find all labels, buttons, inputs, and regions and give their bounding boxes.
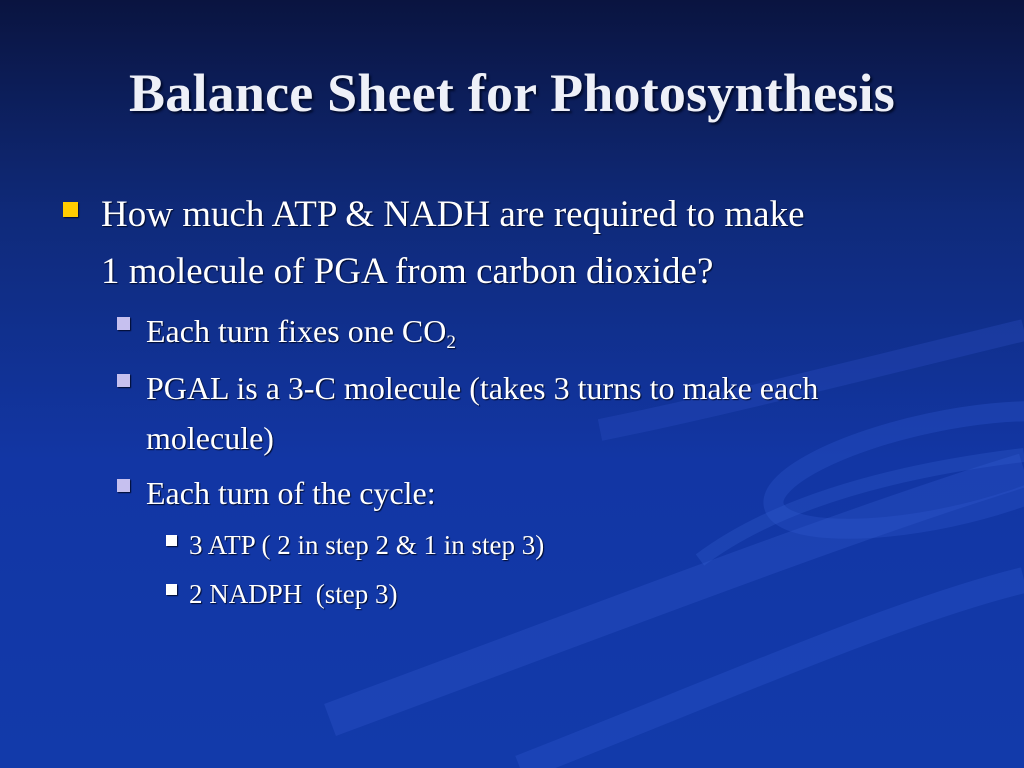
square-bullet-icon [166, 535, 177, 546]
square-bullet-icon [117, 374, 130, 387]
co2-subscript: 2 [446, 332, 456, 353]
sub-bullet-fixes-co2 [146, 306, 996, 356]
square-bullet-icon [117, 479, 130, 492]
sub-sub-bullet-atp [189, 525, 989, 565]
sub-bullet-each-turn [146, 468, 996, 518]
square-bullet-icon [63, 202, 78, 217]
bullet-question [101, 186, 1001, 300]
sub-bullet-each-turn-text: Each turn of the cycle: [146, 475, 436, 511]
sub-bullet-pgal-line-1: PGAL is a 3-C molecule (takes 3 turns to make each [146, 370, 819, 406]
bullet-question-line-2: 1 molecule of PGA from carbon dioxide? [101, 251, 714, 292]
square-bullet-icon [166, 584, 177, 595]
slide-title: Balance Sheet for Photosynthesis [129, 63, 895, 123]
sub-sub-bullet-atp-text: 3 ATP ( 2 in step 2 & 1 in step 3) [189, 530, 545, 560]
sub-sub-bullet-nadph [189, 574, 989, 614]
bullet-question-line-1: How much ATP & NADH are required to make [101, 194, 805, 235]
sub-bullet-pgal-line-2: molecule) [146, 420, 274, 456]
sub-sub-bullet-nadph-text: 2 NADPH (step 3) [189, 579, 398, 609]
square-bullet-icon [117, 317, 130, 330]
sub-bullet-fixes-co2-text: Each turn fixes one $CO_2$ [146, 313, 456, 353]
sub-bullet-pgal [146, 363, 996, 463]
